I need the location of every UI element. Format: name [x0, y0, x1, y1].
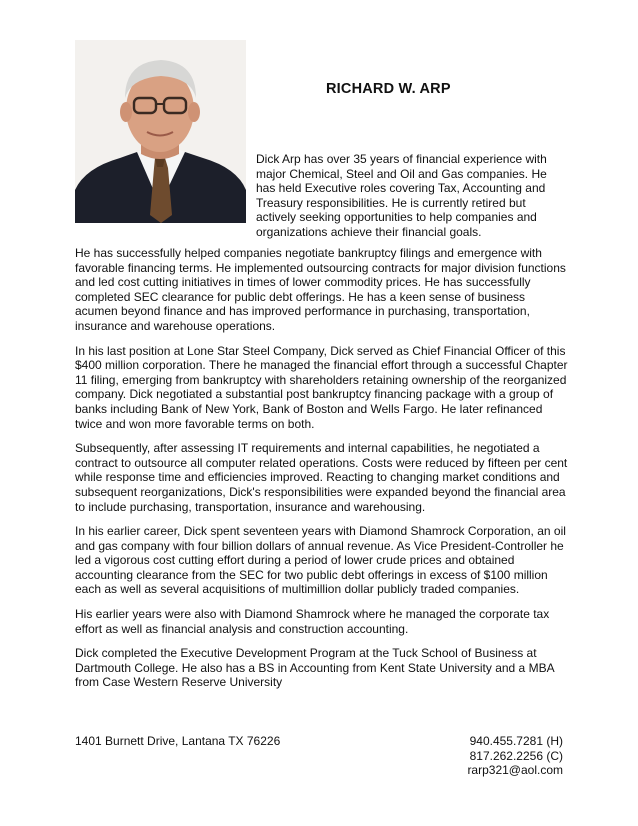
- phone-cell: 817.262.2256 (C): [469, 748, 563, 763]
- paragraph: Dick completed the Executive Development Program at the Tuck School of Business at Dartmouth College. He also has a BS in Accounting from Kent State University and a MBA from Case Western Reserve University: [75, 646, 554, 690]
- portrait-photo: [75, 40, 246, 223]
- footer-address: 1401 Burnett Drive, Lantana TX 76226: [75, 734, 281, 748]
- paragraph: In his last position at Lone Star Steel Company, Dick served as Chief Financial Officer of this $400 million corporation. There he managed the financial effort through a successful Chapter 11 filing, emerging from bankruptcy with shareholders retaining ownership of the reorganized company. Dick negotiated a substantial post bankruptcy financing package with a group of banks including Bank of New York, Bank of Boston and Wells Fargo. He later refinanced twice and won more favorable terms on both.: [75, 343, 568, 431]
- paragraph: Subsequently, after assessing IT requirements and internal capabilities, he negotiated a contract to outsource all computer related operations. Costs were reduced by fifteen per cent while response time and efficiencies improved. Reacting to changing market conditions and subsequent reorganizations, Dick's responsibilities were expanded beyond the financial area to include purchasing, transportation, insurance and warehousing.: [75, 441, 568, 514]
- footer-contact: [467, 734, 563, 778]
- biography-body: [75, 246, 570, 700]
- paragraph: His earlier years were also with Diamond Shamrock where he managed the corporate tax effort as well as financial analysis and construction accounting.: [75, 607, 550, 636]
- intro-paragraph: Dick Arp has over 35 years of financial experience with major Chemical, Steel and Oil and Gas companies. He has held Executive roles covering Tax, Accounting and Treasury responsibilities. He is currently retired but actively seeking opportunities to help companies and organizations achieve their financial goals.: [256, 152, 547, 239]
- email-address: rarp321@aol.com: [467, 763, 563, 778]
- phone-home: 940.455.7281 (H): [469, 734, 563, 748]
- paragraph: He has successfully helped companies negotiate bankruptcy filings and emergence with favorable financing terms. He implemented outsourcing contracts for major division functions and led cost cutting initiatives in times of lower commodity prices. He has successfully completed SEC clearance for public debt offerings. He has a keen sense of business acumen beyond finance and has improved performance in purchasing, transportation, insurance and warehouse operations.: [75, 246, 566, 333]
- document-title: RICHARD W. ARP: [326, 81, 451, 97]
- portrait-illustration: [75, 40, 246, 223]
- paragraph: In his earlier career, Dick spent seventeen years with Diamond Shamrock Corporation, an oil and gas company with four billion dollars of annual revenue. As Vice President-Controller he led a vigorous cost cutting effort during a period of lower crude prices and obtained accounting clearance from the SEC for two public debt offerings in excess of $100 million each as well as several acquisitions of multimillion dollar publicly traded companies.: [75, 524, 566, 597]
